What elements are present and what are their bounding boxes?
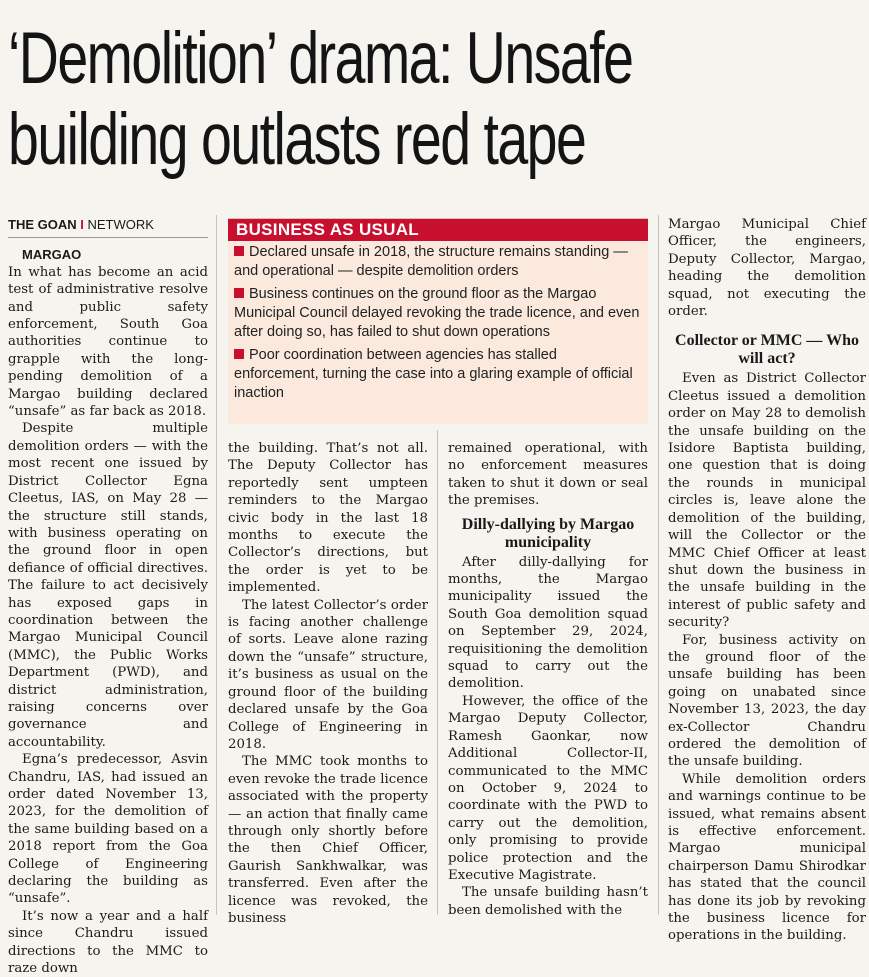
byline-paper: THE GOAN xyxy=(8,217,77,232)
column-divider xyxy=(216,215,217,915)
subheading: Collector or MMC — Who will act? xyxy=(675,332,859,368)
bullet-square-icon xyxy=(234,288,244,298)
paragraph: Margao Municipal Chief Officer, the engineers, Deputy Collector, Margao, heading the demolition squad, not executing the order. xyxy=(668,217,866,320)
box-item: Business continues on the ground floor as the Margao Municipal Council delayed revoking the trade licence, and even after doing so, has failed to shut down operations xyxy=(234,286,640,340)
paragraph: remained operational, with no enforcement measures taken to shut it down or seal the premises. xyxy=(448,441,648,509)
highlight-box xyxy=(228,218,648,424)
paragraph: The MMC took months to even revoke the trade licence associated with the property — an action that finally came through only shortly before the then Chief Officer, Gaurish Sankhwalkar, was transferred. Even after the licence was revoked, the business xyxy=(228,754,428,926)
column-4 xyxy=(668,216,866,945)
paragraph: The unsafe building hasn’t been demolished with the xyxy=(448,885,648,918)
column-3 xyxy=(448,440,648,919)
byline-separator: I xyxy=(80,217,84,232)
headline-line-2: building outlasts red tape xyxy=(8,99,586,180)
subheading: Dilly-dallying by Margao municipality xyxy=(461,515,635,551)
paragraph: It’s now a year and a half since Chandru issued directions to the MMC to raze down xyxy=(8,908,208,977)
paragraph: The latest Collector’s order is facing another challenge of sorts. Leave alone razing down the “unsafe” structure, it’s business as usual on the ground floor of the building declared unsafe by the Goa College of Engineering in 2018. xyxy=(228,597,428,752)
dateline: MARGAO xyxy=(22,247,82,263)
box-title: BUSINESS AS USUAL xyxy=(228,219,648,241)
paragraph: For, business activity on the ground floor of the unsafe building has been going on unabated since November 13, 2023, the day ex-Collector Chandru ordered the demolition of the unsafe building. xyxy=(668,632,866,770)
column-divider xyxy=(437,430,438,915)
column-2 xyxy=(228,440,428,927)
headline xyxy=(8,18,867,180)
column-1 xyxy=(8,216,208,977)
box-item: Declared unsafe in 2018, the structure remains standing — and operational — despite demolition orders xyxy=(234,244,628,279)
byline xyxy=(8,216,208,238)
paragraph: Even as District Collector Cleetus issued a demolition order on May 28 to demolish the unsafe building on the Isidore Baptista building, one question that is doing the rounds in municipal circles is, leave alone the demolition of the building, will the Collector or the MMC Chief Officer at least shut down the business in the unsafe building in the interest of public safety and security? xyxy=(668,371,866,631)
box-item: Poor coordination between agencies has stalled enforcement, turning the case into a glaring example of official inaction xyxy=(234,347,633,401)
paragraph: In what has become an acid test of administrative resolve and public safety enforcement, South Goa authorities continue to grapple with the long-pending demolition of a Margao building declared “unsafe” as far back as 2018. xyxy=(8,264,208,420)
paragraph: However, the office of the Margao Deputy Collector, Ramesh Gaonkar, now Additional Collector-II, communicated to the MMC on October 9, 2024 to coordinate with the PWD to carry out the demolition, only promising to provide police protection and the Executive Magistrate. xyxy=(448,693,648,883)
bullet-square-icon xyxy=(234,349,244,359)
paragraph: Egna’s predecessor, Asvin Chandru, IAS, had issued an order dated November 13, 2023, for the demolition of the same building based on a 2018 report from the Goa College of Engineering declaring the building as “unsafe”. xyxy=(8,752,208,907)
bullet-square-icon xyxy=(234,246,244,256)
paragraph: While demolition orders and warnings continue to be issued, what remains absent is effective enforcement. Margao municipal chairperson Damu Shirodkar has stated that the council has done its job by revoking the business licence for operations in the building. xyxy=(668,771,866,944)
paragraph: the building. That’s not all. The Deputy Collector has reportedly sent umpteen reminders to the Margao civic body in the last 18 months to execute the Collector’s directions, but the order is yet to be implemented. xyxy=(228,441,428,596)
paragraph: After dilly-dallying for months, the Margao municipality issued the South Goa demolition squad on September 29, 2024, requisitioning the demolition squad to carry out the demolition. xyxy=(448,554,648,692)
byline-section: NETWORK xyxy=(87,217,154,232)
paragraph: Despite multiple demolition orders — with the most recent one issued by District Collector Egna Cleetus, IAS, on May 28 — the structure still stands, with business operating on the ground floor in open defiance of official directives. The failure to act decisively has exposed gaps in coordination between the Margao Municipal Council (MMC), the Public Works Department (PWD), and district administration, raising concerns over governance and accountability. xyxy=(8,421,208,750)
column-divider xyxy=(658,215,659,915)
headline-line-1: ‘Demolition’ drama: Unsafe xyxy=(8,18,633,99)
